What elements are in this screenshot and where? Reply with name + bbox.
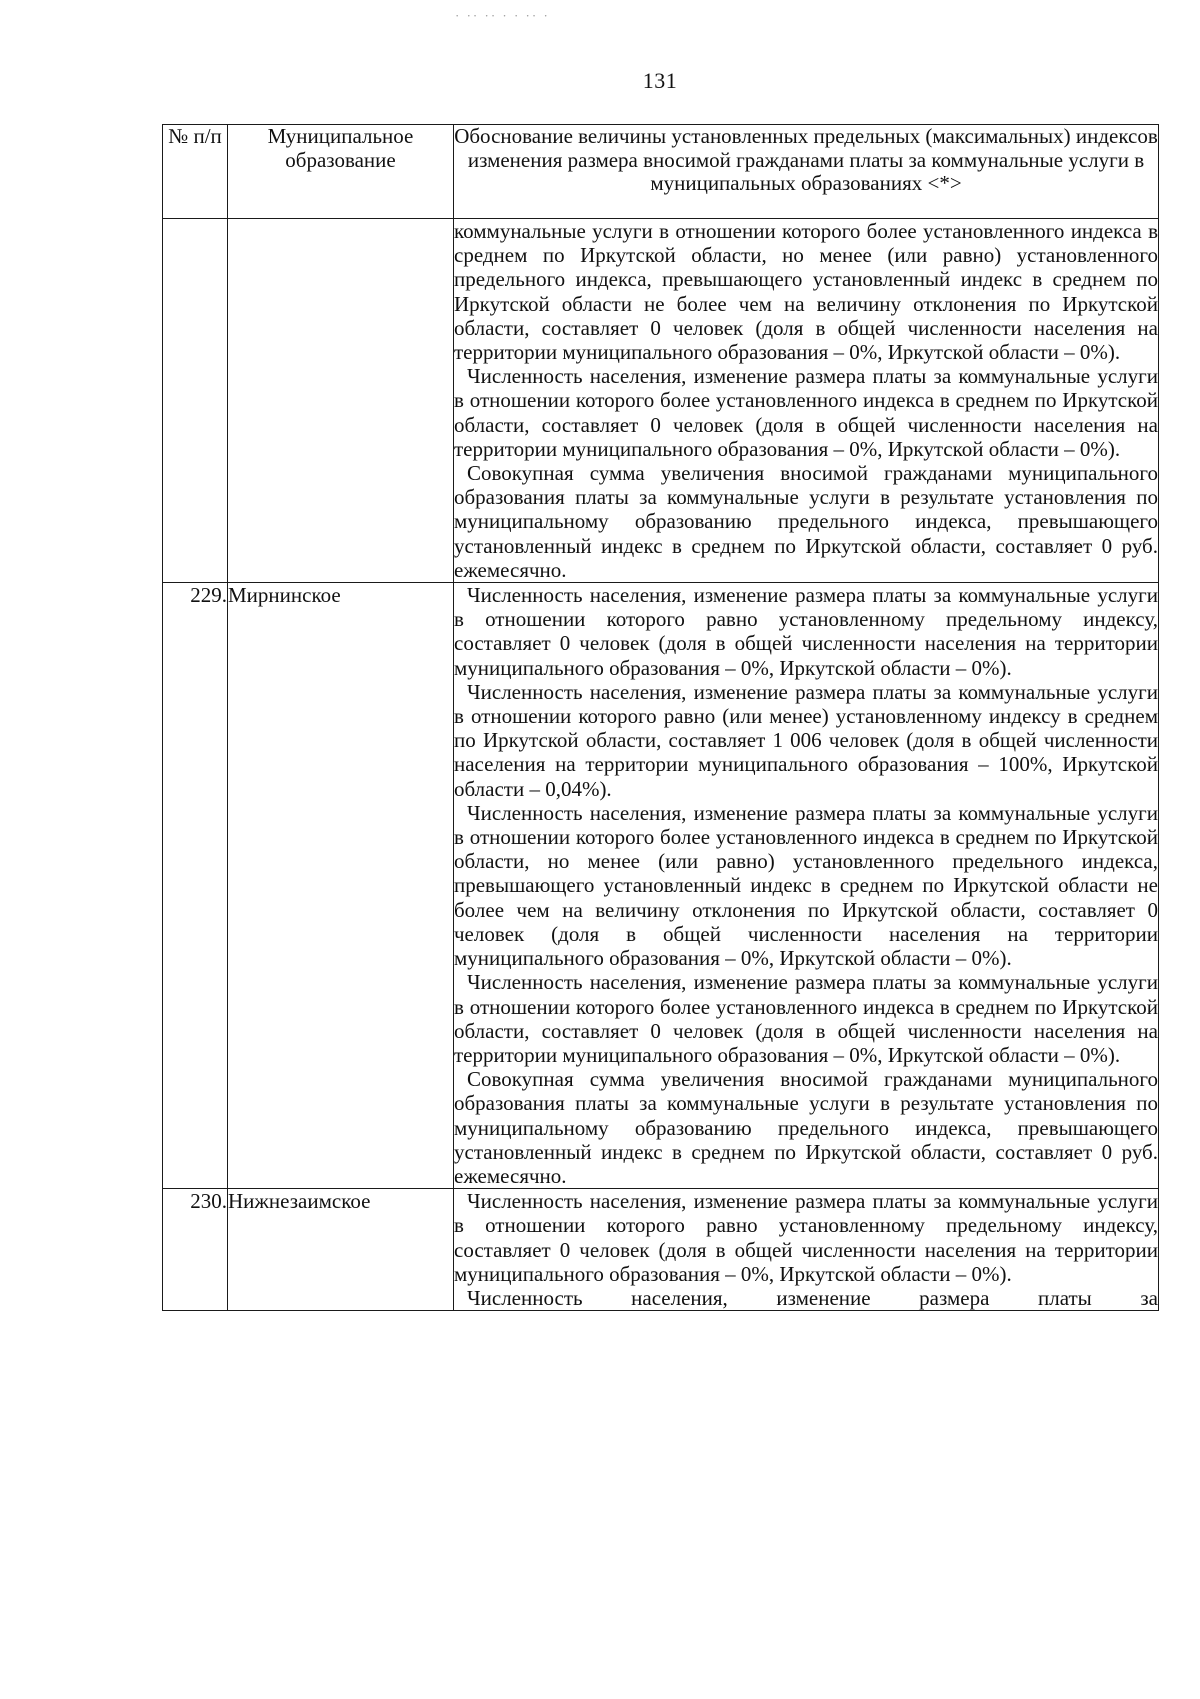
- page-number: 131: [642, 68, 678, 93]
- paragraph: Совокупная сумма увеличения вносимой гражданами муниципального образования платы за коммунальные услуги в результате установления по муниципальному образованию предельного индекса, превышающего установленный индекс в среднем по Иркутской области, составляет 0 руб. ежемесячно.: [454, 461, 1158, 582]
- table-row: [163, 583, 1159, 1189]
- paragraph: коммунальные услуги в отношении которого более установленного индекса в среднем по Иркутской области, но менее (или равно) установленного предельного индекса, превышающего установленный индекс в среднем по Иркутской области не более чем на величину отклонения по Иркутской области, составляет 0 человек (доля в общей численности населения на территории муниципального образования – 0%, Иркутской области – 0%).: [454, 219, 1158, 365]
- table-row: [163, 1189, 1159, 1311]
- row-number: 230.: [163, 1189, 228, 1311]
- justification-cell: [454, 583, 1159, 1189]
- header-municipality: Муниципальное образование: [228, 125, 454, 219]
- table-row: [163, 219, 1159, 583]
- paragraph: Совокупная сумма увеличения вносимой гражданами муниципального образования платы за коммунальные услуги в результате установления по муниципальному образованию предельного индекса, превышающего установленный индекс в среднем по Иркутской области, составляет 0 руб. ежемесячно.: [454, 1067, 1158, 1188]
- paragraph: Численность населения, изменение размера платы за коммунальные услуги в отношении которого более установленного индекса в среднем по Иркутской области, составляет 0 человек (доля в общей численности населения на территории муниципального образования – 0%, Иркутской области – 0%).: [454, 970, 1158, 1067]
- scan-artifact: · ·· ·· · · ·· ·: [455, 8, 550, 23]
- paragraph: Численность населения, изменение размера платы за коммунальные услуги в отношении которого равно установленному предельному индексу, составляет 0 человек (доля в общей численности населения на территории муниципального образования – 0%, Иркутской области – 0%).: [454, 583, 1158, 680]
- paragraph: Численность населения, изменение размера платы за коммунальные услуги в отношении которого равно установленному предельному индексу, составляет 0 человек (доля в общей численности населения на территории муниципального образования – 0%, Иркутской области – 0%).: [454, 1189, 1158, 1286]
- justification-cell: [454, 1189, 1159, 1311]
- row-number: 229.: [163, 583, 228, 1189]
- municipality-name: [228, 219, 454, 583]
- municipality-name: Нижнезаимское: [228, 1189, 454, 1311]
- row-number: [163, 219, 228, 583]
- paragraph: Численность населения, изменение размера платы за коммунальные услуги в отношении которого более установленного индекса в среднем по Иркутской области, составляет 0 человек (доля в общей численности населения на территории муниципального образования – 0%, Иркутской области – 0%).: [454, 364, 1158, 461]
- municipality-name: Мирнинское: [228, 583, 454, 1189]
- justification-table: [162, 124, 1159, 1311]
- header-justification: Обоснование величины установленных предельных (максимальных) индексов изменения размера вносимой гражданами платы за коммунальные услуги в муниципальных образованиях <*>: [454, 125, 1159, 219]
- paragraph: Численность населения, изменение размера платы за коммунальные услуги в отношении которого равно (или менее) установленному индексу в среднем по Иркутской области, составляет 1 006 человек (доля в общей численности населения на территории муниципального образования – 100%, Иркутской области – 0,04%).: [454, 679, 1158, 801]
- justification-cell: [454, 219, 1159, 583]
- table-header-row: [163, 125, 1159, 219]
- paragraph: Численность населения, изменение размера платы за: [467, 1285, 1158, 1310]
- paragraph: Численность населения, изменение размера платы за коммунальные услуги в отношении которого более установленного индекса в среднем по Иркутской области, но менее (или равно) установленного предельного индекса, превышающего установленный индекс в среднем по Иркутской области не более чем на величину отклонения по Иркутской области, составляет 0 человек (доля в общей численности населения на территории муниципального образования – 0%, Иркутской области – 0%).: [454, 800, 1158, 971]
- header-num: № п/п: [163, 125, 228, 219]
